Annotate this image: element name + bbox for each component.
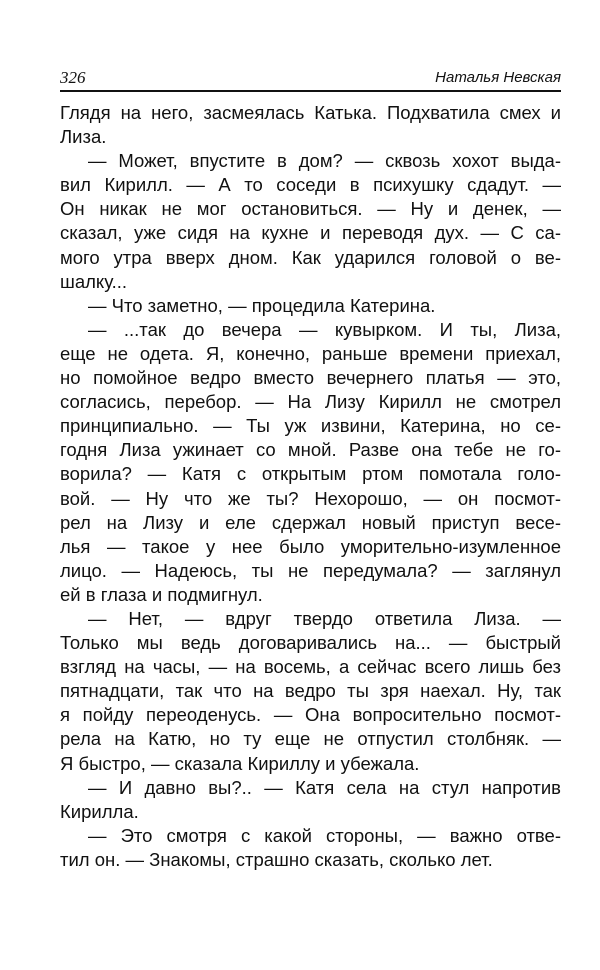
text-line: — ...так до вечера — кувырком. И ты, Лиза, — [88, 318, 561, 340]
text-line: Я быстро, — сказала Кириллу и убежала. — [60, 752, 420, 774]
text-line: — Это смотря с какой стороны, — важно отве- — [88, 824, 561, 846]
text-line: Лиза. — [60, 126, 107, 148]
text-line: принципиально. — Ты уж извини, Катерина, но се- — [60, 415, 561, 437]
paragraph — [60, 101, 561, 149]
text-line: Кирилла. — [60, 800, 139, 822]
text-line: — Может, впустите в дом? — сквозь хохот выда- — [88, 150, 561, 172]
text-line: но помойное ведро вместо вечернего платья — это, — [60, 367, 561, 389]
text-line: — Что заметно, — процедила Катерина. — [88, 294, 436, 316]
text-line: лья — такое у нее было уморительно-изумленное — [60, 535, 561, 557]
text-line: Он никак не мог остановиться. — Ну и денек, — — [60, 198, 561, 220]
paragraph — [60, 294, 561, 318]
page-number: 326 — [60, 68, 86, 87]
text-line: мого утра вверх дном. Как ударился головой о ве- — [60, 246, 561, 268]
text-line: я пойду переоденусь. — Она вопросительно посмот- — [60, 704, 561, 726]
text-line: согласись, перебор. — На Лизу Кирилл не смотрел — [60, 391, 561, 413]
body-text — [60, 101, 561, 872]
paragraph — [60, 824, 561, 872]
text-line: годня Лиза ужинает со мной. Разве она тебе не го- — [60, 439, 561, 461]
text-line: еще не одета. Я, конечно, раньше времени приехал, — [60, 342, 561, 364]
text-line: Глядя на него, засмеялась Катька. Подхватила смех и — [60, 102, 561, 123]
running-title-author: Наталья Невская — [435, 69, 561, 86]
text-line: взгляд на часы, — на восемь, а сейчас всего лишь без — [60, 656, 561, 678]
paragraph — [60, 607, 561, 776]
text-line: ворила? — Катя с открытым ртом помотала голо- — [60, 463, 561, 485]
text-line: рела на Катю, но ту еще не отпустил столбняк. — — [60, 728, 561, 750]
paragraph — [60, 318, 561, 607]
text-line: тил он. — Знакомы, страшно сказать, сколько лет. — [60, 848, 493, 870]
text-line: пятнадцати, так что на ведро ты зря наехал. Ну, так — [60, 680, 561, 702]
paragraph — [60, 776, 561, 824]
running-header — [60, 66, 561, 92]
text-line: — Нет, — вдруг твердо ответила Лиза. — — [88, 607, 561, 629]
text-line: — И давно вы?.. — Катя села на стул напротив — [88, 776, 561, 798]
text-line: вил Кирилл. — А то соседи в психушку сдадут. — — [60, 174, 561, 196]
text-line: ей в глаза и подмигнул. — [60, 583, 263, 605]
text-line: лицо. — Надеюсь, ты не передумала? — заглянул — [60, 559, 561, 581]
text-line: вой. — Ну что же ты? Нехорошо, — он посмот- — [60, 487, 561, 509]
text-line: Только мы ведь договаривались на... — быстрый — [60, 632, 561, 654]
text-line: рел на Лизу и еле сдержал новый приступ весе- — [60, 511, 561, 533]
text-line: сказал, уже сидя на кухне и переводя дух. — С са- — [60, 222, 561, 244]
paragraph — [60, 149, 561, 294]
text-line: шалку... — [60, 270, 128, 292]
